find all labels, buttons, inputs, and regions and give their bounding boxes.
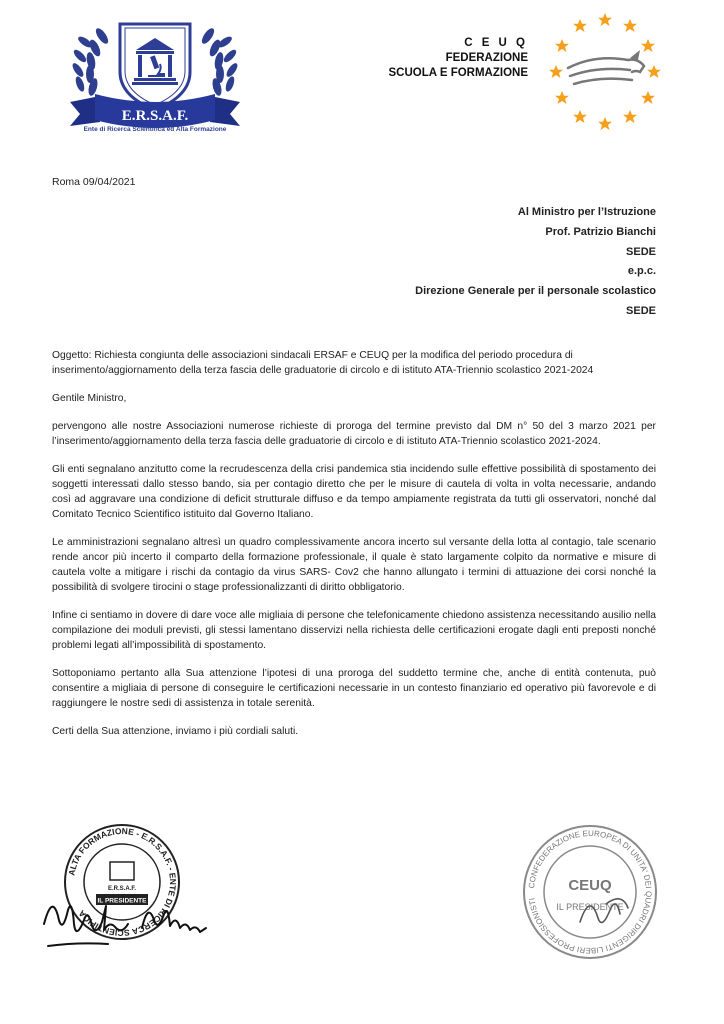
ceuq-header-text xyxy=(389,36,529,81)
ceuq-stamp-icon xyxy=(520,822,660,962)
subject-paragraph: Oggetto: Richiesta congiunta delle associazioni sindacali ERSAF e CEUQ per la modifica del periodo procedura di inserimento/aggiornamento della terza fascia delle graduatorie di circolo e di istituto ATA-Triennio scolastico 2021-2024 xyxy=(52,350,594,376)
letter-date: Roma 09/04/2021 xyxy=(52,176,136,188)
temple-microscope-shield-icon xyxy=(40,14,270,139)
recipient-name: Prof. Patrizio Bianchi xyxy=(545,225,656,238)
ersaf-tagline: Ente di Ricerca Scientifica ed Alta Formazione xyxy=(83,126,227,133)
recipient-cc: e.p.c. xyxy=(627,265,656,278)
ersaf-stamp-role: IL PRESIDENTE xyxy=(97,897,147,905)
recipient-directorate-seat: SEDE xyxy=(626,304,656,317)
ersaf-stamp-ring-text: ALTA FORMAZIONE - E.R.S.A.F. - ENTE DI RICERCA SCIENTIFICA xyxy=(66,825,179,939)
body-paragraph: Infine ci sentiamo in dovere di dare voce alle migliaia di persone che telefonicamente chiedono assistenza necessitando ausilio nella compilazione dei moduli previsti, gli stessi lamentano disservizi nella richiesta delle certificazioni erogate dagli enti preposti nonché problemi legati all’impossibilità di spostamento. xyxy=(52,610,656,651)
ceuq-school-training: SCUOLA E FORMAZIONE xyxy=(388,67,528,79)
ersaf-acronym: E.R.S.A.F. xyxy=(121,108,189,124)
ceuq-stamp-center: CEUQ xyxy=(568,877,612,894)
recipient-seat: SEDE xyxy=(626,245,656,258)
president-signature xyxy=(38,884,228,954)
ceuq-logo xyxy=(540,10,670,135)
body-paragraph: pervengono alle nostre Associazioni numerose richieste di proroga del termine previsto dal DM n° 50 del 3 marzo 2021 per l’inserimento/aggiornamento della terza fascia delle graduatorie di circolo e di istituto ATA-Triennio scolastico 2021-2024. xyxy=(52,421,656,447)
winged-horse-stars-icon xyxy=(540,10,670,135)
recipients-block xyxy=(415,203,656,322)
handwritten-signature-icon xyxy=(38,884,228,954)
ersaf-logo xyxy=(40,14,270,139)
ceuq-federation: FEDERAZIONE xyxy=(445,52,528,64)
salutation: Gentile Ministro, xyxy=(52,393,127,404)
body-paragraph: Le amministrazioni segnalano altresì un quadro complessivamente ancora incerto sul versante della lotta al contagio, tale scenario rende ancor più incerto il comparto della formazione professionale, il quale è stato largamente colpito da normative e misure di cautela volte a mitigare i rischi da contagio da virus SARS- Cov2 che hanno allungato i termini di attuazione dei corsi nonché la possibilità di svolgere tirocini o stage professionalizzanti di diritto obbligatorio. xyxy=(52,537,656,593)
ceuq-stamp xyxy=(520,822,660,962)
ceuq-stamp-role: IL PRESIDENTE xyxy=(556,902,624,912)
closing-line: Certi della Sua attenzione, inviamo i più cordiali saluti. xyxy=(52,726,299,737)
recipient-directorate: Direzione Generale per il personale scolastico xyxy=(415,285,656,298)
recipient-minister: Al Ministro per l’Istruzione xyxy=(517,206,656,218)
ersaf-stamp-acronym: E.R.S.A.F. xyxy=(107,886,137,892)
body-paragraph: Sottoponiamo pertanto alla Sua attenzione l’ipotesi di una proroga del suddetto termine che, anche di entità contenuta, può consentire a migliaia di persone di conseguire le certificazioni necessarie in un contesto finanziario ed operativo più favorevole e di raggiungere le nostre sedi di assistenza in totale serenità. xyxy=(52,668,656,709)
ceuq-stamp-ring-text: CONFEDERAZIONE EUROPEA DI UNITA' DEI QUADRI DIRIGENTI LIBERI PROFESSIONISTI xyxy=(527,828,654,956)
body-paragraph: Gli enti segnalano anzitutto come la recrudescenza della crisi pandemica stia incidendo sulle effettive possibilità di spostamento dei soggetti interessati dallo stesso bando, sia per contagio diretto che per le misure di cautela di volta in volta necessarie, andando così ad aggravare una condizione di deficit strutturale diffuso e da tempo ampiamente registrata da tutti gli osservatori, nonché dal Comitato Tecnico Scientifico istituito dal Governo Italiano. xyxy=(52,464,656,520)
letter-body xyxy=(52,348,656,752)
ceuq-name: C E U Q xyxy=(464,37,528,49)
